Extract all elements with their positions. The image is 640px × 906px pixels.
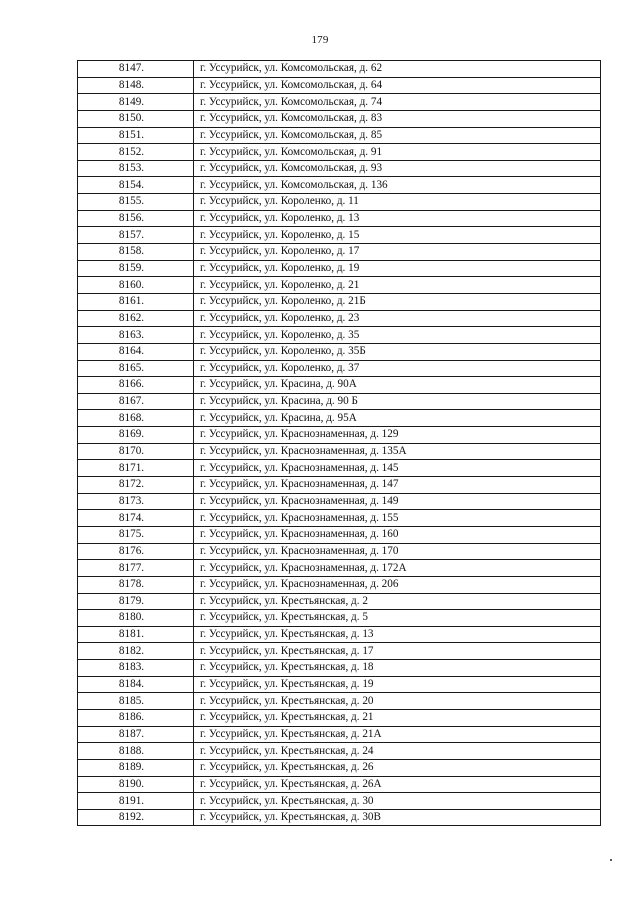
- row-number: 8155.: [78, 194, 194, 211]
- row-address: г. Уссурийск, ул. Комсомольская, д. 93: [194, 160, 601, 177]
- row-number: 8173.: [78, 493, 194, 510]
- row-address: г. Уссурийск, ул. Краснознаменная, д. 172А: [194, 560, 601, 577]
- table-row: [78, 593, 601, 610]
- page-number: 179: [311, 34, 329, 46]
- table-row: [78, 660, 601, 677]
- row-number: 8162.: [78, 310, 194, 327]
- row-number: 8181.: [78, 626, 194, 643]
- table-row: [78, 526, 601, 543]
- row-number: 8179.: [78, 593, 194, 610]
- table-row: [78, 194, 601, 211]
- row-number: 8158.: [78, 244, 194, 261]
- row-number: 8176.: [78, 543, 194, 560]
- row-address: г. Уссурийск, ул. Крестьянская, д. 19: [194, 676, 601, 693]
- table-row: [78, 377, 601, 394]
- row-number: 8180.: [78, 610, 194, 627]
- table-row: [78, 709, 601, 726]
- table-row: [78, 260, 601, 277]
- row-address: г. Уссурийск, ул. Крестьянская, д. 5: [194, 610, 601, 627]
- row-number: 8154.: [78, 177, 194, 194]
- row-address: г. Уссурийск, ул. Короленко, д. 13: [194, 210, 601, 227]
- row-number: 8185.: [78, 693, 194, 710]
- row-number: 8165.: [78, 360, 194, 377]
- table-row: [78, 210, 601, 227]
- row-number: 8186.: [78, 709, 194, 726]
- row-address: г. Уссурийск, ул. Короленко, д. 35Б: [194, 343, 601, 360]
- row-number: 8148.: [78, 77, 194, 94]
- row-address: г. Уссурийск, ул. Короленко, д. 21: [194, 277, 601, 294]
- row-address: г. Уссурийск, ул. Крестьянская, д. 24: [194, 743, 601, 760]
- table-row: [78, 493, 601, 510]
- row-number: 8183.: [78, 660, 194, 677]
- table-row: [78, 460, 601, 477]
- address-table: [77, 60, 601, 826]
- row-address: г. Уссурийск, ул. Краснознаменная, д. 170: [194, 543, 601, 560]
- table-row: [78, 543, 601, 560]
- table-row: [78, 393, 601, 410]
- row-number: 8156.: [78, 210, 194, 227]
- row-address: г. Уссурийск, ул. Крестьянская, д. 21: [194, 709, 601, 726]
- row-number: 8175.: [78, 526, 194, 543]
- table-row: [78, 110, 601, 127]
- row-number: 8150.: [78, 110, 194, 127]
- row-number: 8147.: [78, 61, 194, 78]
- row-address: г. Уссурийск, ул. Комсомольская, д. 85: [194, 127, 601, 144]
- row-number: 8190.: [78, 776, 194, 793]
- table-row: [78, 160, 601, 177]
- address-table-container: [77, 60, 601, 826]
- row-address: г. Уссурийск, ул. Короленко, д. 37: [194, 360, 601, 377]
- row-number: 8174.: [78, 510, 194, 527]
- table-row: [78, 327, 601, 344]
- row-address: г. Уссурийск, ул. Короленко, д. 23: [194, 310, 601, 327]
- table-row: [78, 776, 601, 793]
- table-row: [78, 343, 601, 360]
- table-row: [78, 759, 601, 776]
- row-address: г. Уссурийск, ул. Крестьянская, д. 17: [194, 643, 601, 660]
- table-row: [78, 576, 601, 593]
- row-address: г. Уссурийск, ул. Красина, д. 95А: [194, 410, 601, 427]
- row-number: 8189.: [78, 759, 194, 776]
- row-address: г. Уссурийск, ул. Краснознаменная, д. 206: [194, 576, 601, 593]
- row-address: г. Уссурийск, ул. Крестьянская, д. 21А: [194, 726, 601, 743]
- row-number: 8169.: [78, 427, 194, 444]
- row-address: г. Уссурийск, ул. Краснознаменная, д. 145: [194, 460, 601, 477]
- row-number: 8152.: [78, 144, 194, 161]
- table-row: [78, 560, 601, 577]
- row-number: 8191.: [78, 793, 194, 810]
- row-address: г. Уссурийск, ул. Краснознаменная, д. 129: [194, 427, 601, 444]
- row-number: 8168.: [78, 410, 194, 427]
- row-number: 8149.: [78, 94, 194, 111]
- table-row: [78, 227, 601, 244]
- table-row: [78, 643, 601, 660]
- row-number: 8170.: [78, 443, 194, 460]
- row-address: г. Уссурийск, ул. Крестьянская, д. 26: [194, 759, 601, 776]
- table-row: [78, 427, 601, 444]
- row-number: 8166.: [78, 377, 194, 394]
- row-number: 8151.: [78, 127, 194, 144]
- row-number: 8182.: [78, 643, 194, 660]
- row-number: 8153.: [78, 160, 194, 177]
- row-number: 8178.: [78, 576, 194, 593]
- table-row: [78, 676, 601, 693]
- row-address: г. Уссурийск, ул. Крестьянская, д. 30: [194, 793, 601, 810]
- row-address: г. Уссурийск, ул. Краснознаменная, д. 155: [194, 510, 601, 527]
- row-address: г. Уссурийск, ул. Красина, д. 90 Б: [194, 393, 601, 410]
- table-row: [78, 127, 601, 144]
- table-row: [78, 277, 601, 294]
- row-address: г. Уссурийск, ул. Комсомольская, д. 74: [194, 94, 601, 111]
- row-address: г. Уссурийск, ул. Короленко, д. 11: [194, 194, 601, 211]
- table-row: [78, 443, 601, 460]
- row-address: г. Уссурийск, ул. Комсомольская, д. 91: [194, 144, 601, 161]
- table-row: [78, 177, 601, 194]
- row-address: г. Уссурийск, ул. Комсомольская, д. 62: [194, 61, 601, 78]
- table-row: [78, 610, 601, 627]
- row-number: 8163.: [78, 327, 194, 344]
- address-table-body: [78, 61, 601, 826]
- row-address: г. Уссурийск, ул. Крестьянская, д. 13: [194, 626, 601, 643]
- row-number: 8164.: [78, 343, 194, 360]
- row-address: г. Уссурийск, ул. Краснознаменная, д. 149: [194, 493, 601, 510]
- row-address: г. Уссурийск, ул. Короленко, д. 17: [194, 244, 601, 261]
- row-address: г. Уссурийск, ул. Краснознаменная, д. 160: [194, 526, 601, 543]
- row-number: 8184.: [78, 676, 194, 693]
- row-address: г. Уссурийск, ул. Комсомольская, д. 83: [194, 110, 601, 127]
- row-address: г. Уссурийск, ул. Краснознаменная, д. 147: [194, 477, 601, 494]
- table-row: [78, 793, 601, 810]
- row-number: 8192.: [78, 809, 194, 826]
- row-address: г. Уссурийск, ул. Крестьянская, д. 30В: [194, 809, 601, 826]
- row-address: г. Уссурийск, ул. Короленко, д. 21Б: [194, 293, 601, 310]
- row-number: 8157.: [78, 227, 194, 244]
- table-row: [78, 244, 601, 261]
- table-row: [78, 61, 601, 78]
- row-address: г. Уссурийск, ул. Короленко, д. 15: [194, 227, 601, 244]
- table-row: [78, 144, 601, 161]
- table-row: [78, 293, 601, 310]
- row-address: г. Уссурийск, ул. Крестьянская, д. 18: [194, 660, 601, 677]
- table-row: [78, 310, 601, 327]
- row-number: 8187.: [78, 726, 194, 743]
- row-number: 8161.: [78, 293, 194, 310]
- row-address: г. Уссурийск, ул. Крестьянская, д. 26А: [194, 776, 601, 793]
- table-row: [78, 94, 601, 111]
- row-number: 8160.: [78, 277, 194, 294]
- table-row: [78, 77, 601, 94]
- row-number: 8171.: [78, 460, 194, 477]
- row-address: г. Уссурийск, ул. Комсомольская, д. 64: [194, 77, 601, 94]
- row-address: г. Уссурийск, ул. Короленко, д. 19: [194, 260, 601, 277]
- table-row: [78, 360, 601, 377]
- table-row: [78, 510, 601, 527]
- row-number: 8167.: [78, 393, 194, 410]
- row-address: г. Уссурийск, ул. Краснознаменная, д. 135А: [194, 443, 601, 460]
- row-address: г. Уссурийск, ул. Крестьянская, д. 20: [194, 693, 601, 710]
- row-number: 8172.: [78, 477, 194, 494]
- table-row: [78, 726, 601, 743]
- row-address: г. Уссурийск, ул. Крестьянская, д. 2: [194, 593, 601, 610]
- table-row: [78, 477, 601, 494]
- table-row: [78, 626, 601, 643]
- row-number: 8177.: [78, 560, 194, 577]
- row-address: г. Уссурийск, ул. Красина, д. 90А: [194, 377, 601, 394]
- row-address: г. Уссурийск, ул. Короленко, д. 35: [194, 327, 601, 344]
- table-row: [78, 743, 601, 760]
- row-number: 8159.: [78, 260, 194, 277]
- row-number: 8188.: [78, 743, 194, 760]
- table-row: [78, 809, 601, 826]
- scan-speck: [610, 859, 612, 861]
- row-address: г. Уссурийск, ул. Комсомольская, д. 136: [194, 177, 601, 194]
- table-row: [78, 693, 601, 710]
- table-row: [78, 410, 601, 427]
